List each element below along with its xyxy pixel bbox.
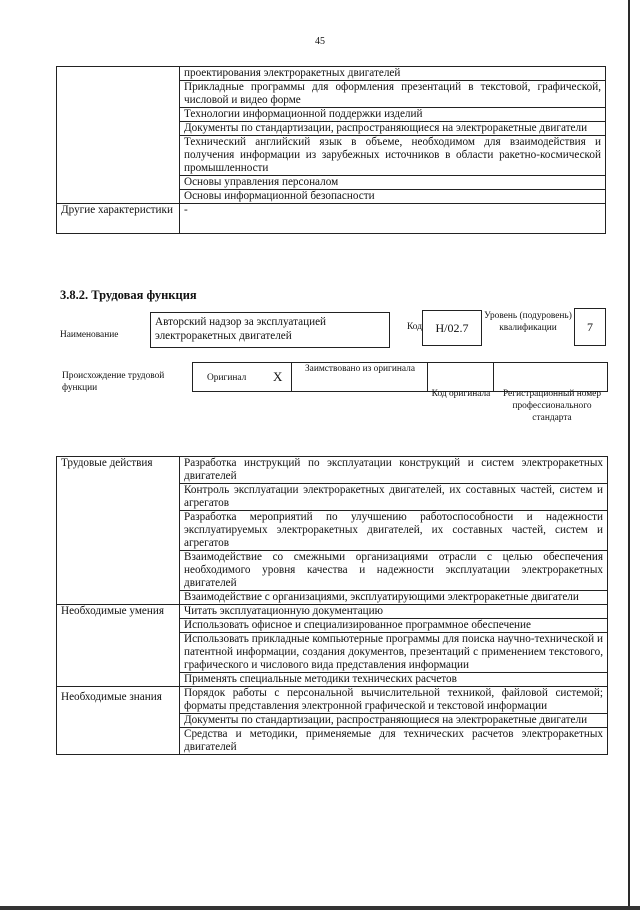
group-label-actions: Трудовые действия xyxy=(57,457,180,605)
code-origin-caption: Код оригинала xyxy=(431,389,491,399)
group-label-skills: Необходимые умения xyxy=(57,605,180,687)
name-label: Наименование xyxy=(60,330,119,340)
table-row xyxy=(57,687,608,714)
table-cell: Использовать офисное и специализированное программное обеспечение xyxy=(180,619,608,633)
table-row xyxy=(57,67,606,81)
table-cell: - xyxy=(180,204,606,234)
scan-edge xyxy=(628,0,630,910)
table-cell: Использовать прикладные компьютерные программы для поиска научно-технической и патентной информации, создания документов, презентаций с применением текстового, графического и числового вида представления информации xyxy=(180,633,608,673)
table-cell: Технологии информационной поддержки изделий xyxy=(180,108,606,122)
table-cell: Документы по стандартизации, распространяющиеся на электроракетные двигатели xyxy=(180,122,606,136)
table-cell: Читать эксплуатационную документацию xyxy=(180,605,608,619)
knowledge-continuation-table xyxy=(56,66,606,234)
divider xyxy=(291,362,292,392)
section-title: 3.8.2. Трудовая функция xyxy=(60,288,197,302)
table-cell: проектирования электроракетных двигателей xyxy=(180,67,606,81)
table-cell: Средства и методики, применяемые для технических расчетов электроракетных двигателей xyxy=(180,728,608,755)
function-name: Авторский надзор за эксплуатацией электроракетных двигателей xyxy=(155,316,327,342)
level-value: 7 xyxy=(587,320,593,334)
original-label: Оригинал xyxy=(207,373,247,383)
table-row xyxy=(57,605,608,619)
code-value: H/02.7 xyxy=(435,321,469,335)
table-cell: Порядок работы с персональной вычислительной техникой, файловой системой; форматы представления электронной графической и текстовой информации xyxy=(180,687,608,714)
code-value-box xyxy=(422,310,482,346)
labor-function-table xyxy=(56,456,608,755)
table-cell: Взаимодействие со смежными организациями отрасли с целью обеспечения необходимого уровня качества и надежности эксплуатации электроракетных двигателей xyxy=(180,551,608,591)
table-cell: Технический английский язык в объеме, необходимом для взаимодействия и получения информации из зарубежных источников в области ракетно-космической промышленности xyxy=(180,136,606,176)
table-cell-label: Другие характеристики xyxy=(57,204,180,234)
table-cell: Применять специальные методики технических расчетов xyxy=(180,673,608,687)
table-cell-empty xyxy=(57,67,180,204)
table-cell: Контроль эксплуатации электроракетных двигателей, их составных частей, систем и агрегатов xyxy=(180,484,608,511)
level-value-box xyxy=(574,308,606,346)
table-cell: Основы информационной безопасности xyxy=(180,190,606,204)
origin-label: Происхождение трудовой функции xyxy=(62,371,165,393)
level-label: Уровень (подуровень) квалификации xyxy=(484,311,572,333)
table-cell: Основы управления персоналом xyxy=(180,176,606,190)
table-cell: Разработка инструкций по эксплуатации конструкций и систем электроракетных двигателей xyxy=(180,457,608,484)
group-label-knowledge: Необходимые знания xyxy=(57,687,180,755)
scan-bottom-edge xyxy=(0,906,640,910)
original-mark: X xyxy=(273,369,283,384)
function-name-box xyxy=(150,312,390,348)
code-label: Код xyxy=(407,322,422,332)
page-number: 45 xyxy=(315,36,325,47)
borrowed-label: Заимствовано из оригинала xyxy=(304,364,416,374)
table-cell: Взаимодействие с организациями, эксплуатирующими электроракетные двигатели xyxy=(180,591,608,605)
reg-number-caption: Регистрационный номер профессионального стандарта xyxy=(502,389,602,423)
table-cell: Прикладные программы для оформления презентаций в текстовой, графической, числовой и видео форме xyxy=(180,81,606,108)
table-row xyxy=(57,457,608,484)
table-cell: Документы по стандартизации, распространяющиеся на электроракетные двигатели xyxy=(180,714,608,728)
table-row xyxy=(57,204,606,234)
table-cell: Разработка мероприятий по улучшению работоспособности и надежности эксплуатируемых электроракетных двигателей, их составных частей, систем и агрегатов xyxy=(180,511,608,551)
